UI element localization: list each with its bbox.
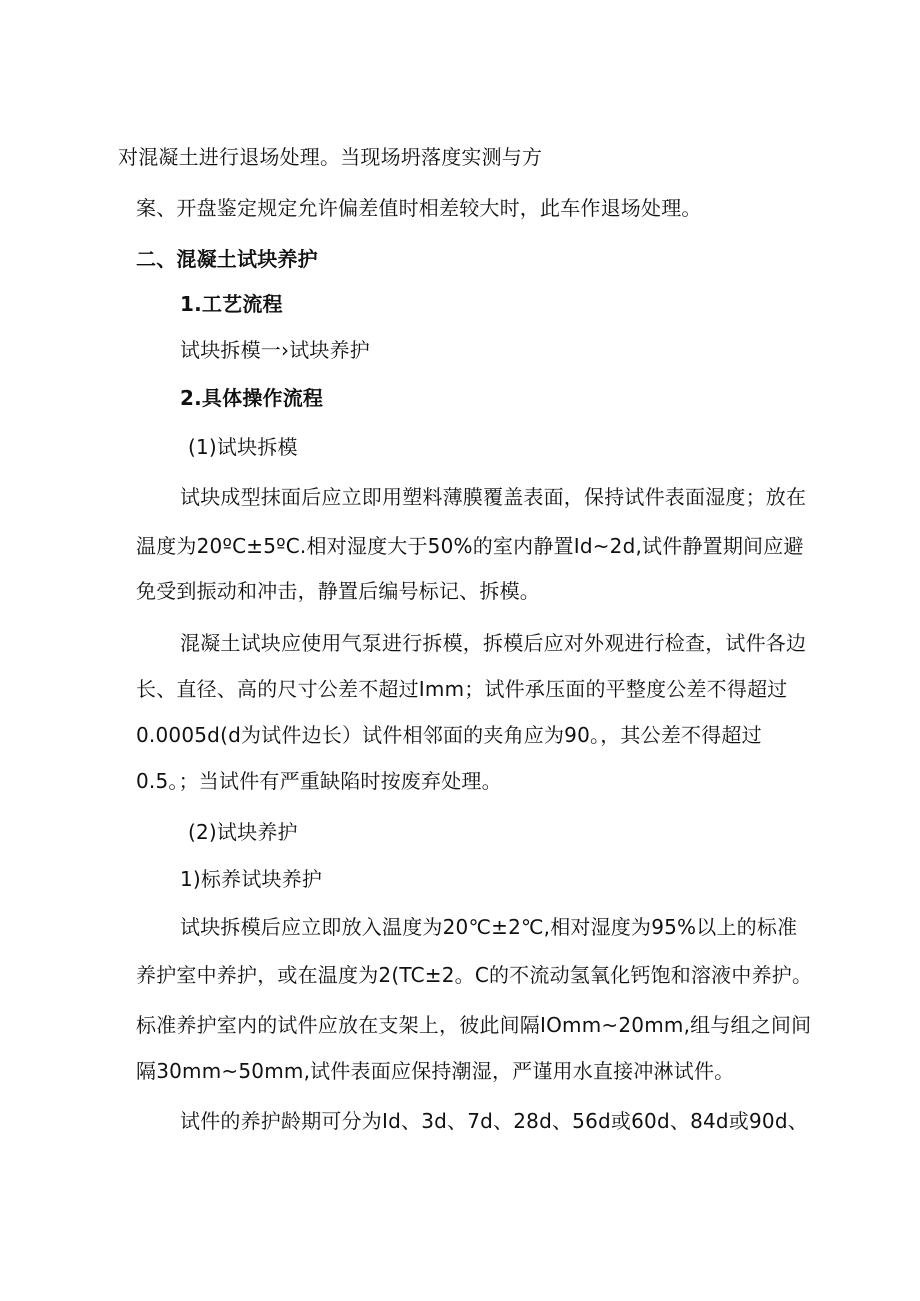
section-heading: 二、混凝土试块养护 bbox=[136, 247, 318, 271]
body-text-line-7: 长、直径、高的尺寸公差不超过Imm；试件承压面的平整度公差不得超过 bbox=[136, 677, 788, 701]
body-text-line-13: 隔30mm~50mm,试件表面应保持潮湿，严谨用水直接冲淋试件。 bbox=[136, 1059, 735, 1083]
body-text-line-9: 0.5。；当试件有严重缺陷时按废弃处理。 bbox=[136, 769, 502, 793]
body-text-line-2: 案、开盘鉴定规定允许偏差值时相差较大时，此车作退场处理。 bbox=[136, 196, 702, 220]
body-text-line-10: 试块拆模后应立即放入温度为20℃±2℃,相对湿度为95%以上的标准 bbox=[180, 915, 798, 939]
item-heading-curing: (2)试块养护 bbox=[188, 820, 298, 844]
body-text-line-1: 对混凝土进行退场处理。当现场坍落度实测与方 bbox=[118, 145, 543, 169]
subsection-heading-2: 2.具体操作流程 bbox=[180, 386, 324, 410]
item-heading-demolding: (1)试块拆模 bbox=[188, 435, 298, 459]
sub-item-heading-standard-curing: 1)标养试块养护 bbox=[180, 867, 323, 891]
body-text-line-6: 混凝土试块应使用气泵进行拆模，拆模后应对外观进行检查，试件各边 bbox=[180, 631, 807, 655]
body-text-line-4: 温度为20ºC±5ºC.相对湿度大于50%的室内静置Id~2d,试件静置期间应避 bbox=[136, 534, 804, 558]
body-text-line-11: 养护室中养护，或在温度为2(TC±2。C的不流动氢氧化钙饱和溶液中养护。 bbox=[136, 963, 813, 987]
body-text-line-14: 试件的养护龄期可分为Id、3d、7d、28d、56d或60d、84d或90d、 bbox=[180, 1109, 808, 1133]
body-text-line-3: 试块成型抹面后应立即用塑料薄膜覆盖表面，保持试件表面湿度；放在 bbox=[180, 485, 807, 509]
process-flow-text: 试块拆模一›试块养护 bbox=[180, 338, 370, 362]
body-text-line-12: 标准养护室内的试件应放在支架上，彼此间隔IOmm~20mm,组与组之间间 bbox=[136, 1013, 812, 1037]
body-text-line-8: 0.0005d(d为试件边长）试件相邻面的夹角应为90。，其公差不得超过 bbox=[136, 723, 762, 747]
body-text-line-5: 免受到振动和冲击，静置后编号标记、拆模。 bbox=[136, 579, 540, 603]
subsection-heading-1: 1.工艺流程 bbox=[180, 292, 283, 316]
